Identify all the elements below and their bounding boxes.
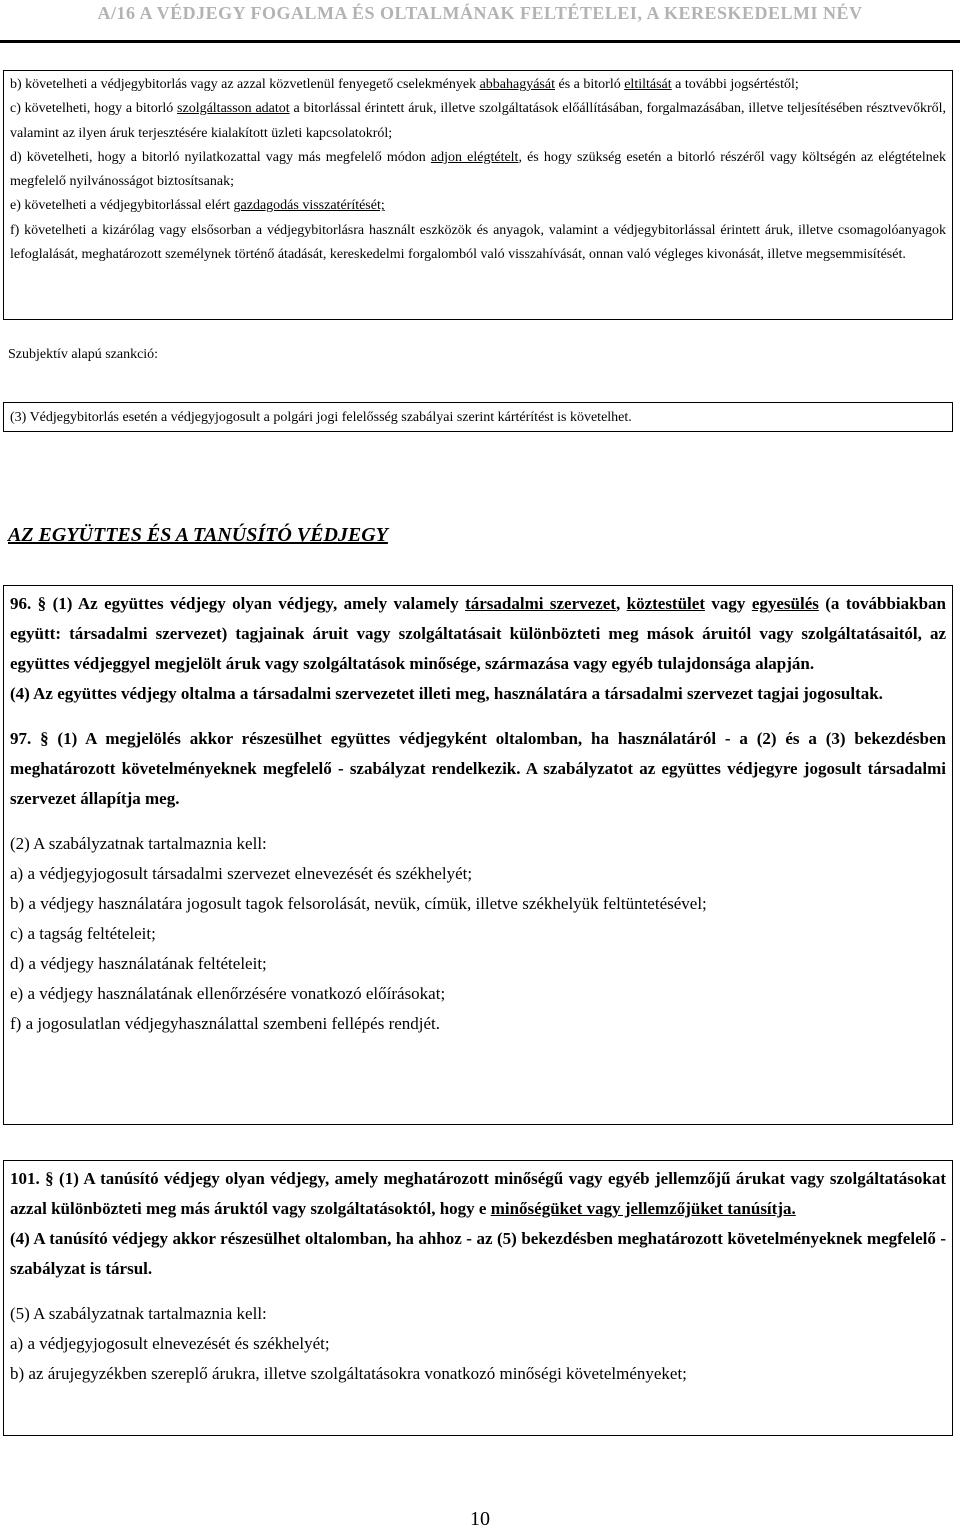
page-number: 10 bbox=[470, 1508, 490, 1530]
rules-item-c: c) a tagság feltételeit; bbox=[10, 924, 156, 943]
item-f: f) követelheti a kizárólag vagy elsősorban a védjegybitorlásra használt eszközök és anyagok, valamint a védjegybitorlással érintett áruk, illetve csomagolóanyagok lefoglalását, meghatározott személynek történő átadását, kereskedelmi forgalomból való visszahívását, onnan való végleges kivonását, illetve megsemmisítését. bbox=[10, 222, 946, 263]
cert-rules-item-b: b) az árujegyzékben szereplő árukra, illetve szolgáltatásokra vonatkozó minőségi követelményeket; bbox=[10, 1364, 687, 1383]
item-e: e) követelheti a védjegybitorlással elért gazdagodás visszatérítését; bbox=[10, 198, 385, 214]
collective-mark-box bbox=[3, 585, 953, 1125]
header-title: A/16 A VÉDJEGY FOGALMA ÉS OLTALMÁNAK FELTÉTELEI, A KERESKEDELMI NÉV bbox=[97, 3, 863, 23]
section-heading: AZ EGYÜTTES ÉS A TANÚSÍTÓ VÉDJEGY bbox=[8, 524, 388, 546]
cert-rules-intro: (5) A szabályzatnak tartalmaznia kell: bbox=[10, 1304, 267, 1323]
sanctions-box bbox=[3, 70, 953, 320]
paragraph-101: 101. § (1) A tanúsító védjegy olyan védjegy, amely meghatározott minőségű vagy egyéb jellemzőjű árukat vagy szolgáltatásokat azzal különbözteti meg más áruktól vagy szolgáltatásoktól, hogy e minőségüket vagy jellemzőjüket tanúsítja. bbox=[10, 1169, 946, 1218]
item-d: d) követelheti, hogy a bitorló nyilatkozattal vagy más megfelelő módon adjon elégtételt, és hogy szükség esetén a bitorló részéről vagy költségén az elégtételnek megfelelő nyilvánosságot biztosítsanak; bbox=[10, 149, 946, 190]
cert-rules-item-a: a) a védjegyjogosult elnevezését és székhelyét; bbox=[10, 1334, 330, 1353]
paragraph-96-4: (4) Az együttes védjegy oltalma a társadalmi szervezetet illeti meg, használatára a társadalmi szervezet tagjai jogosultak. bbox=[10, 684, 883, 703]
rules-intro: (2) A szabályzatnak tartalmaznia kell: bbox=[10, 834, 267, 853]
item-b: b) követelheti a védjegybitorlás vagy az azzal közvetlenül fenyegető cselekmények abbahagyását és a bitorló eltiltását a további jogsértéstől; bbox=[10, 77, 799, 92]
paragraph-101-4: (4) A tanúsító védjegy akkor részesülhet oltalomban, ha ahhoz - az (5) bekezdésben meghatározott követelményeknek megfelelő - szabályzat is társul. bbox=[10, 1229, 946, 1278]
rules-item-f: f) a jogosulatlan védjegyhasználattal szembeni fellépés rendjét. bbox=[10, 1014, 441, 1033]
damages-box bbox=[3, 402, 953, 432]
damages-text: (3) Védjegybitorlás esetén a védjegyjogosult a polgári jogi felelősség szabályai szerint kártérítést is követelhet. bbox=[10, 410, 632, 425]
rules-item-e: e) a védjegy használatának ellenőrzésére vonatkozó előírásokat; bbox=[10, 984, 446, 1003]
paragraph-97: 97. § (1) A megjelölés akkor részesülhet együttes védjegyként oltalomban, ha használatáról - a (2) és a (3) bekezdésben meghatározott követelményeknek megfelelő - szabályzat rendelkezik. A szabályzatot az együttes védjegyre jogosult társadalmi szervezet állapítja meg. bbox=[10, 729, 946, 808]
subjective-label: Szubjektív alapú szankció: bbox=[8, 347, 159, 362]
item-c: c) követelheti, hogy a bitorló szolgáltasson adatot a bitorlással érintett áruk, illetve szolgáltatások előállításában, forgalmazásában, illetve teljesítésében résztvevőkről, valamint az ilyen áruk terjesztésére kialakított üzleti kapcsolatokról; bbox=[10, 101, 946, 141]
paragraph-96: 96. § (1) Az együttes védjegy olyan védjegy, amely valamely társadalmi szervezet, köztestület vagy egyesülés (a továbbiakban együtt: társadalmi szervezet) tagjainak áruit vagy szolgáltatásait különbözteti meg mások áruitól vagy szolgáltatásaitól, az együttes védjeggyel megjelölt áruk vagy szolgáltatások minősége, származása vagy egyéb tulajdonsága alapján. bbox=[10, 594, 947, 673]
rules-item-a: a) a védjegyjogosult társadalmi szervezet elnevezését és székhelyét; bbox=[10, 864, 473, 883]
rules-item-b: b) a védjegy használatára jogosult tagok felsorolását, nevük, címük, illetve székhelyük feltüntetésével; bbox=[10, 894, 707, 913]
rules-item-d: d) a védjegy használatának feltételeit; bbox=[10, 954, 267, 973]
certification-mark-box bbox=[3, 1160, 953, 1436]
page-header bbox=[0, 0, 960, 43]
